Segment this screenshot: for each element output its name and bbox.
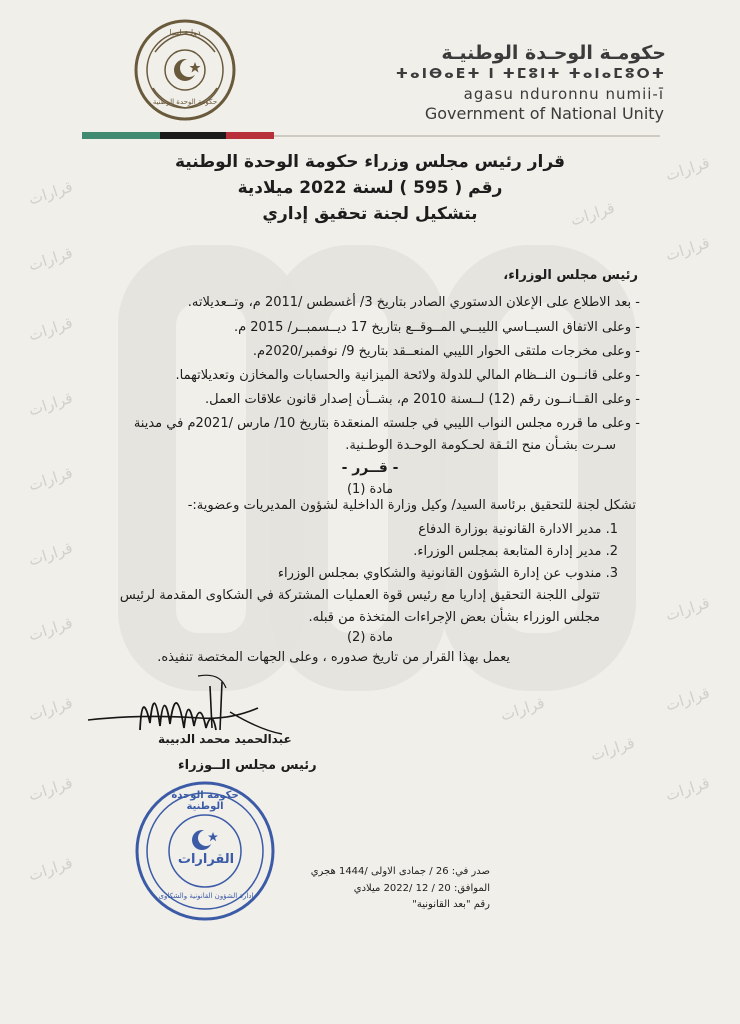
watermark-text: قرارات xyxy=(26,243,75,275)
watermark-text: قرارات xyxy=(663,153,712,185)
article-2-title: مادة (2) xyxy=(346,630,394,645)
committee-member: 2. مدير إدارة المتابعة بمجلس الوزراء. xyxy=(413,544,618,559)
header-latin-name: agasu nduronnu numii-ī xyxy=(463,85,664,103)
watermark-text: قرارات xyxy=(498,693,547,725)
committee-member: 1. مدير الادارة القانونية بوزارة الدفاع xyxy=(418,522,618,537)
signatory-title: رئيس مجلس الــوزراء xyxy=(178,758,317,773)
article-1-text: تتولى اللجنة التحقيق إداريا مع رئيس قوة العمليات المشتركة في الشكاوى المقدمة لرئيس xyxy=(119,588,600,603)
watermark-text: قرارات xyxy=(26,538,75,570)
stamp-outer-text: حكومة الوحدة الوطنية xyxy=(171,790,239,812)
watermark-text: قرارات xyxy=(588,733,637,765)
preamble-item: - بعد الاطلاع على الإعلان الدستوري الصادر بتاريخ 3/ أغسطس /2011 م، وتــعديلاته. xyxy=(187,295,640,310)
watermark-text: قرارات xyxy=(663,683,712,715)
preamble-item: - وعلى ما قرره مجلس النواب الليبي في جلسته المنعقدة بتاريخ 10/ مارس /2021م في مدينة xyxy=(133,416,640,431)
watermark-text: قرارات xyxy=(26,693,75,725)
emblem-bottom-text: حكومة الوحدة الوطنية xyxy=(152,98,218,106)
watermark-text: قرارات xyxy=(26,613,75,645)
decision-number: رقم ( 595 ) لسنة 2022 ميلادية xyxy=(237,178,503,198)
watermark-text: قرارات xyxy=(26,463,75,495)
watermark-text: قرارات xyxy=(663,773,712,805)
emblem-top-text: دولـة ليبيا xyxy=(169,28,201,37)
watermark-text: قرارات xyxy=(663,593,712,625)
preamble-item: - وعلى القــانــون رقم (12) لــسنة 2010 م، بشــأن إصدار قانون علاقات العمل. xyxy=(205,392,640,407)
watermark-text: قرارات xyxy=(26,773,75,805)
watermark-text: قرارات xyxy=(26,177,75,209)
flag-bar-red xyxy=(226,132,274,139)
preamble-item: - وعلى قانــون النــظام المالي للدولة ولائحة الميزانية والحسابات والمخازن وتعديلاتهما. xyxy=(175,368,640,383)
article-1-intro: تشكل لجنة للتحقيق برئاسة السيد/ وكيل وزارة الداخلية لشؤون المديريات وعضوية:- xyxy=(187,498,636,513)
preamble-item: - وعلى الاتفاق السيــاسي الليبــي المــوقــع بتاريخ 17 ديــسمبــر/ 2015 م. xyxy=(233,320,640,335)
flag-bar-green xyxy=(82,132,160,139)
decision-subject: بتشكيل لجنة تحقيق إداري xyxy=(262,204,478,224)
header-divider xyxy=(274,135,660,137)
watermark-text: قرارات xyxy=(568,198,617,230)
flag-bar-black xyxy=(160,132,226,139)
preamble-item: سـرت بشـأن منح الثـقة لحـكومة الوحـدة الوطـنية. xyxy=(345,438,616,453)
header-english-name: Government of National Unity xyxy=(424,104,664,123)
stamp-bottom-text: ادارة الشؤون القانونية والشكاوى xyxy=(158,892,254,900)
decision-title: قرار رئيس مجلس وزراء حكومة الوحدة الوطنية xyxy=(174,152,566,172)
header-tifinagh-name: ⵜⴰⵏⴱⴰⴹⵜ ⵏ ⵜⵎⵓⵏⵜ ⵜⴰⵏⴰⵎⵓⵔⵜ xyxy=(395,66,666,82)
watermark-text: قرارات xyxy=(663,233,712,265)
reference-number: رقم "بعد القانونية" xyxy=(412,899,490,910)
watermark-text: قرارات xyxy=(26,853,75,885)
preamble-item: - وعلى مخرجات ملتقى الحوار الليبي المنعــقد بتاريخ 9/ نوفمبر/2020م. xyxy=(252,344,640,359)
watermark-text: قرارات xyxy=(26,388,75,420)
decided-heading: - قــرر - xyxy=(341,460,399,476)
article-1-title: مادة (1) xyxy=(346,482,394,497)
issue-date-hijri: صدر في: 26 / جمادى الاولى /1444 هجري xyxy=(310,866,490,877)
watermark-text: قرارات xyxy=(26,313,75,345)
stamp-center-text: القرارات xyxy=(177,852,235,867)
committee-member: 3. مندوب عن إدارة الشؤون القانونية والشكاوي بمجلس الوزراء xyxy=(277,566,618,581)
article-1-text: مجلس الوزراء بشأن بعض الإجراءات المتخذة من قبله. xyxy=(308,610,600,625)
signatory-name: عبدالحميد محمد الدبيبة xyxy=(158,732,292,746)
addressee: رئيس مجلس الوزراء، xyxy=(503,268,638,283)
header-arabic-name: حكومـة الوحـدة الوطنيـة xyxy=(441,42,666,64)
issue-date-gregorian: الموافق: 20 / 12 /2022 ميلادي xyxy=(353,883,490,894)
article-2-text: يعمل بهذا القرار من تاريخ صدوره ، وعلى الجهات المختصة تنفيذه. xyxy=(157,650,510,665)
